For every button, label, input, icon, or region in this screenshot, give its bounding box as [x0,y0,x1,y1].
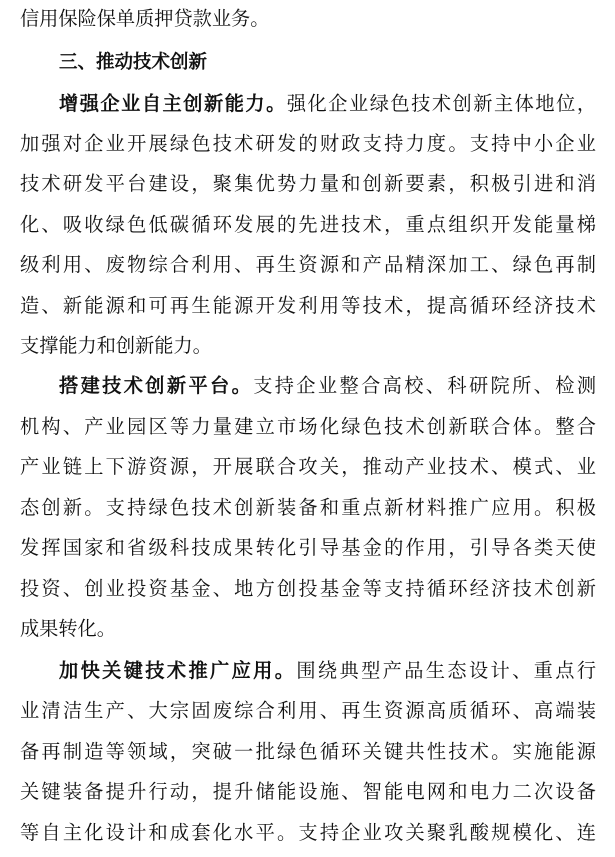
paragraph-2-line-1 [59,371,596,401]
paragraph-line: 态创新。支持绿色技术创新装备和重点新材料推广应用。积极 [20,496,596,519]
paragraph-line: 级利用、废物综合利用、再生资源和产品精深加工、绿色再制 [20,253,596,276]
paragraph-line: 关键装备提升行动，提升储能设施、智能电网和电力二次设备 [20,780,596,803]
paragraph-line: 业清洁生产、大宗固废综合利用、再生资源高质循环、高端装 [20,699,596,722]
paragraph-1-line-1 [59,89,596,119]
paragraph-line: 备再制造等领域，突破一批绿色循环关键共性技术。实施能源 [20,740,596,763]
paragraph-2-text: 支持企业整合高校、科研院所、检测 [253,374,596,397]
section-heading: 三、推动技术创新 [59,52,208,73]
paragraph-line: 造、新能源和可再生能源开发利用等技术，提高循环经济技术 [20,294,596,317]
paragraph-3-lead: 加快关键技术推广应用。 [59,659,297,682]
paragraph-line: 技术研发平台建设，聚集优势力量和创新要素，积极引进和消 [20,172,596,195]
paragraph-line: 发挥国家和省级科技成果转化引导基金的作用，引导各类天使 [20,536,596,559]
paragraph-line: 支撑能力和创新能力。 [20,334,212,357]
paragraph-2-lead: 搭建技术创新平台。 [59,374,254,397]
paragraph-line: 成果转化。 [20,617,116,640]
paragraph-line: 产业链上下游资源，开展联合攻关，推动产业技术、模式、业 [20,455,596,478]
paragraph-line: 加强对企业开展绿色技术研发的财政支持力度。支持中小企业 [20,132,596,155]
paragraph-line: 化、吸收绿色低碳循环发展的先进技术，重点组织开发能量梯 [20,213,596,236]
intro-tail-line: 信用保险保单质押贷款业务。 [20,7,270,30]
paragraph-1-lead: 增强企业自主创新能力。 [59,92,287,115]
paragraph-1-text: 强化企业绿色技术创新主体地位， [286,92,596,115]
paragraph-3-line-1 [59,656,596,686]
paragraph-line: 机构、产业园区等力量建立市场化绿色技术创新联合体。整合 [20,415,596,438]
paragraph-line: 等自主化设计和成套化水平。支持企业攻关聚乳酸规模化、连 [20,821,596,844]
paragraph-line: 投资、创业投资基金、地方创投基金等支持循环经济技术创新 [20,577,596,600]
paragraph-3-text: 围绕典型产品生态设计、重点行 [296,659,596,682]
